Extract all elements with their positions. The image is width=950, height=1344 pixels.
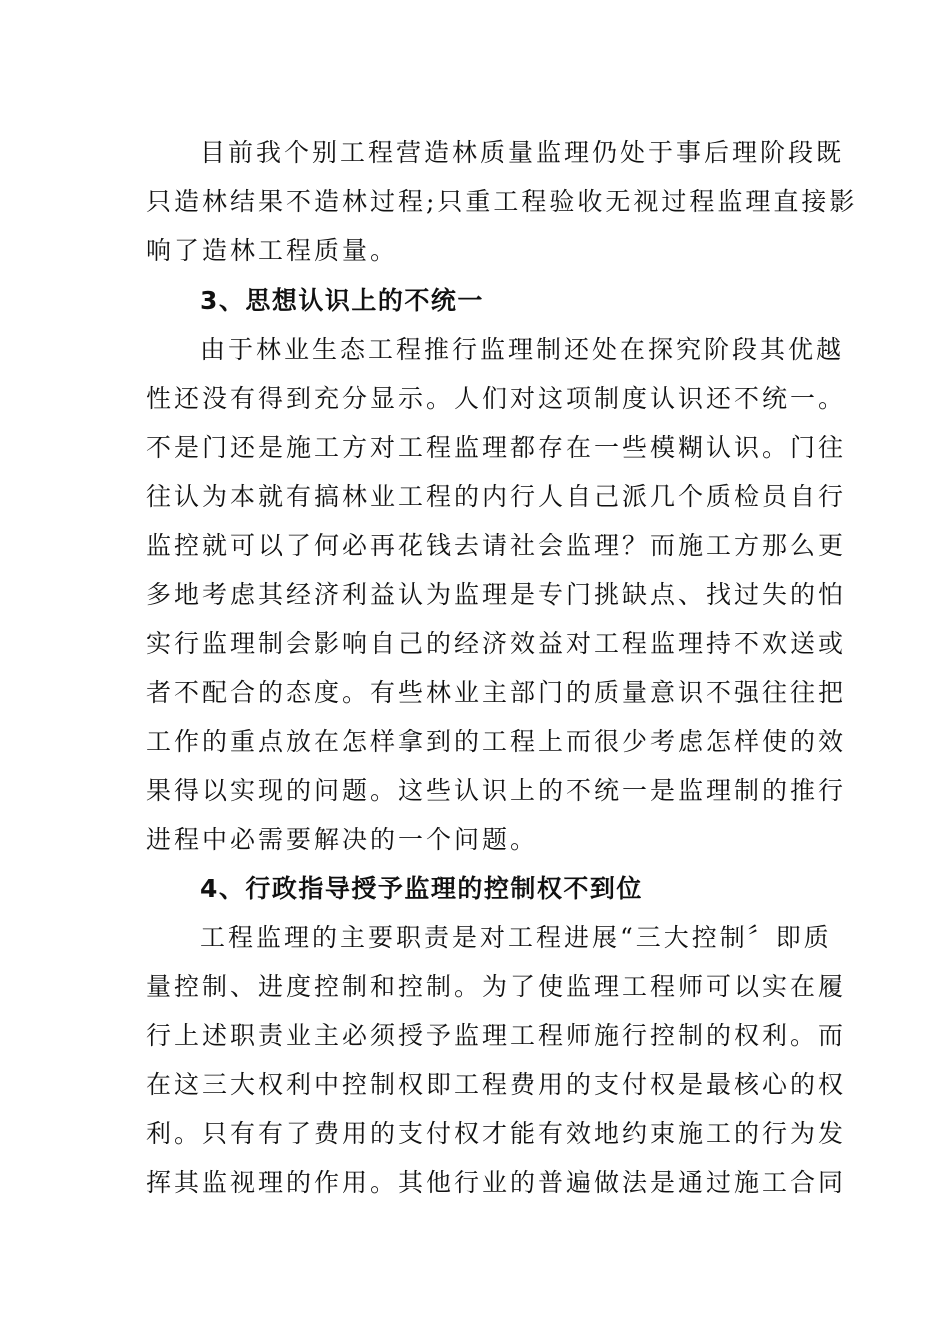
text-line: 量控制、进度控制和控制。为了使监理工程师可以实在履 xyxy=(146,972,847,1001)
text-line: 响了造林工程质量。 xyxy=(146,236,399,265)
text-line: 多地考虑其经济利益认为监理是专门挑缺点、找过失的怕 xyxy=(146,580,847,609)
text-line: 实行监理制会影响自己的经济效益对工程监理持不欢送或 xyxy=(146,629,847,658)
paragraph-control-authority xyxy=(146,913,847,1207)
section-heading-4: 4、行政指导授予监理的控制权不到位 xyxy=(200,874,643,903)
section-heading-3: 3、思想认识上的不统一 xyxy=(200,286,484,315)
paragraph-ideological-understanding xyxy=(146,325,847,864)
text-line: 性还没有得到充分显示。人们对这项制度认识还不统一。 xyxy=(146,384,847,413)
text-line: 工作的重点放在怎样拿到的工程上而很少考虑怎样使的效 xyxy=(146,727,847,756)
text-line: 进程中必需要解决的一个问题。 xyxy=(146,825,539,854)
paragraph-quality-supervision xyxy=(146,128,858,275)
text-line: 行上述职责业主必须授予监理工程师施行控制的权利。而 xyxy=(146,1021,847,1050)
text-line: 工程监理的主要职责是对工程进展“三大控制〞即质 xyxy=(200,923,832,952)
text-line: 者不配合的态度。有些林业主部门的质量意识不强往往把 xyxy=(146,678,847,707)
text-line: 在这三大权利中控制权即工程费用的支付权是最核心的权 xyxy=(146,1070,847,1099)
text-line: 目前我个别工程营造林质量监理仍处于事后理阶段既 xyxy=(200,138,845,167)
text-line: 果得以实现的问题。这些认识上的不统一是监理制的推行 xyxy=(146,776,847,805)
text-line: 只造林结果不造林过程;只重工程验收无视过程监理直接影 xyxy=(146,187,858,216)
text-line: 由于林业生态工程推行监理制还处在探究阶段其优越 xyxy=(200,335,845,364)
text-line: 利。只有有了费用的支付权才能有效地约束施工的行为发 xyxy=(146,1119,847,1148)
text-line: 不是门还是施工方对工程监理都存在一些模糊认识。门往 xyxy=(146,433,847,462)
text-line: 挥其监视理的作用。其他行业的普遍做法是通过施工合同 xyxy=(146,1168,847,1197)
text-line: 监控就可以了何必再花钱去请社会监理？而施工方那么更 xyxy=(146,531,847,560)
text-line: 往认为本就有搞林业工程的内行人自己派几个质检员自行 xyxy=(146,482,847,511)
